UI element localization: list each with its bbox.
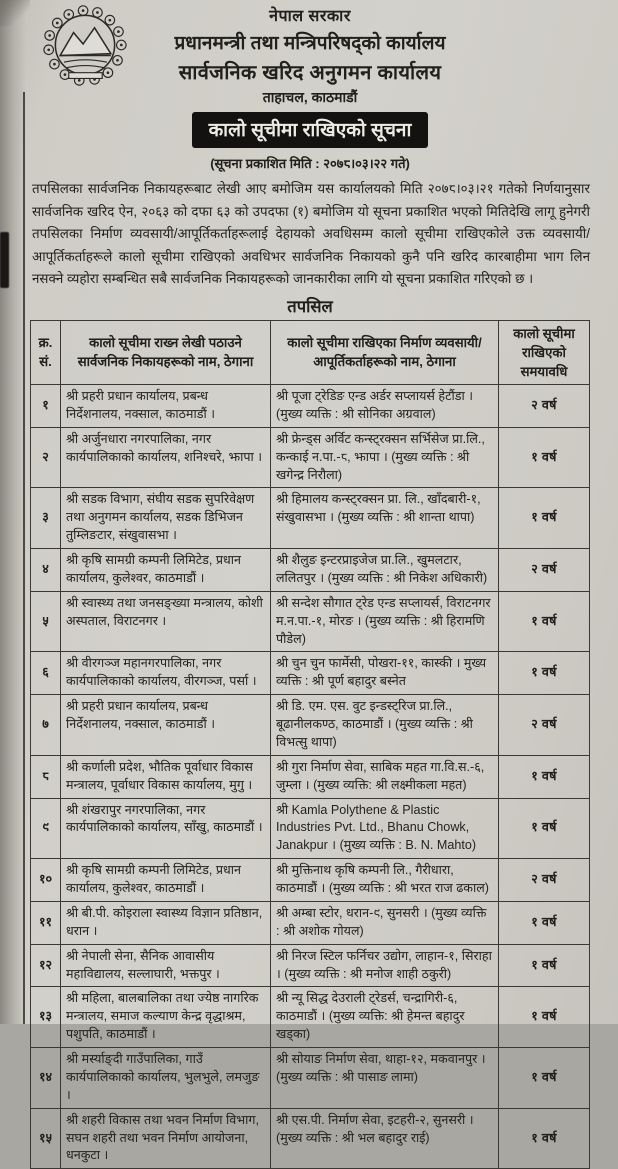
table-row: [31, 385, 589, 428]
supplier-cell: श्री न्यू सिद्ध देउराली ट्रेडर्स, चन्द्रागिरी-६, काठमाडौं । (मुख्य व्यक्ति: श्री हेमन्त बहादुर खड्का): [271, 987, 499, 1047]
duration-cell: १ वर्ष: [531, 1009, 557, 1024]
duration-cell: १ वर्ष: [531, 613, 557, 628]
row-serial-number: १: [31, 385, 61, 427]
table-row: [31, 756, 589, 799]
schedule-heading: तपसिल: [287, 297, 333, 316]
table-row: [31, 549, 589, 592]
supplier-cell: श्री मुक्तिनाथ कृषि कम्पनी लि., गैरीधारा, काठमाडौं । (मुख्य व्यक्ति : श्री भरत राज ढकाल): [271, 859, 499, 901]
header-public-entity: कालो सूचीमा राख्न लेखी पठाउने सार्वजनिक निकायहरूको नाम, ठेगाना: [61, 321, 271, 384]
table-row: [31, 799, 589, 860]
table-row: [31, 652, 589, 695]
public-entity-cell: श्री अर्जुनधारा नगरपालिका, नगर कार्यपालिकाको कार्यालय, शनिश्चरे, झापा ।: [61, 428, 271, 488]
public-entity-cell: श्री बी.पी. कोइराला स्वास्थ्य विज्ञान प्रतिष्ठान, धरान ।: [61, 902, 271, 944]
table-header-row: [31, 321, 589, 385]
row-serial-number: ४: [31, 549, 61, 591]
supplier-cell: श्री अम्बा स्टोर, धरान-९, सुनसरी । (मुख्य व्यक्ति : श्री अशोक गोयल): [271, 902, 499, 944]
duration-cell: १ वर्ष: [531, 914, 557, 929]
row-serial-number: ३: [31, 488, 61, 548]
table-row: [31, 428, 589, 489]
duration-cell: १ वर्ष: [531, 1069, 557, 1084]
row-serial-number: २: [31, 428, 61, 488]
duration-cell: १ वर्ष: [531, 510, 557, 525]
table-row: [31, 859, 589, 902]
row-serial-number: १४: [31, 1048, 61, 1108]
notice-header: [28, 0, 592, 172]
supplier-cell: श्री निरज स्टिल फर्निचर उद्योग, लाहान-१, सिराहा । (मुख्य व्यक्ति : श्री मनोज शाही ठकुरी): [271, 945, 499, 987]
row-serial-number: १३: [31, 987, 61, 1047]
row-serial-number: ११: [31, 902, 61, 944]
supplier-cell: श्री Kamla Polythene & Plastic Industries Pvt. Ltd., Bhanu Chowk, Janakpur । (मुख्य व्यक्ति : B. N. Mahto): [271, 799, 499, 859]
header-serial-number: क्र. सं.: [31, 321, 61, 384]
office-address: ताहाचल, काठमाडौं: [262, 89, 358, 105]
table-row: [31, 1048, 589, 1109]
public-entity-cell: श्री सडक विभाग, संघीय सडक सुपरिवेक्षण तथा अनुगमन कार्यालय, सडक डिभिजन तुम्लिङटार, संखुवासभा ।: [61, 488, 271, 548]
supplier-cell: श्री सन्देश सौगात ट्रेड एन्ड सप्लायर्स, विराटनगर म.न.पा.-१, मोरङ । (मुख्य व्यक्ति : श्री हिरामणि पौडेल): [271, 592, 499, 652]
row-serial-number: ७: [31, 695, 61, 755]
table-row: [31, 488, 589, 549]
public-entity-cell: श्री वीरगञ्ज महानगरपालिका, नगर कार्यपालिकाको कार्यालय, वीरगञ्ज, पर्सा ।: [61, 652, 271, 694]
public-entity-cell: श्री शंखरापुर नगरपालिका, नगर कार्यपालिकाको कार्यालय, साँखु, काठमाडौं ।: [61, 799, 271, 859]
duration-cell: १ वर्ष: [531, 449, 557, 464]
table-row: [31, 987, 589, 1048]
duration-cell: १ वर्ष: [531, 665, 557, 680]
notice-title-bar: कालो सूचीमा राखिएको सूचना: [193, 113, 428, 147]
public-entity-cell: श्री नेपाली सेना, सैनिक आवासीय महाविद्यालय, सल्लाघारी, भक्तपुर ।: [61, 945, 271, 987]
duration-cell: २ वर्ष: [531, 717, 557, 731]
table-row: [31, 945, 589, 988]
office-name-line1: प्रधानमन्त्री तथा मन्त्रिपरिषद्को कार्यालय: [174, 33, 446, 54]
supplier-cell: श्री गुरा निर्माण सेवा, साबिक महत गा.वि.स.-६, जुम्ला । (मुख्य व्यक्ति: श्री लक्ष्मीकला महत): [271, 756, 499, 798]
row-serial-number: ६: [31, 652, 61, 694]
table-row: [31, 902, 589, 945]
supplier-cell: श्री डि. एम. एस. वुट इन्डस्ट्रिज प्रा.लि., बूढानीलकण्ठ, काठमाडौं । (मुख्य व्यक्ति : श्री विभत्सु थापा): [271, 695, 499, 755]
duration-cell: १ वर्ष: [531, 957, 557, 972]
public-entity-cell: श्री कर्णाली प्रदेश, भौतिक पूर्वाधार विकास मन्त्रालय, पूर्वाधार विकास कार्यालय, मुगु ।: [61, 756, 271, 798]
supplier-cell: श्री पूजा ट्रेडिङ एन्ड अर्डर सप्लायर्स हेटौंडा । (मुख्य व्यक्ति : श्री सोनिका अग्रवाल): [271, 385, 499, 427]
office-name-line2: सार्वजनिक खरिद अनुगमन कार्यालय: [178, 62, 442, 84]
supplier-cell: श्री हिमालय कन्स्ट्रक्सन प्रा. लि., खाँदबारी-१, संखुवासभा । (मुख्य व्यक्ति : श्री शान्ता थापा): [271, 488, 499, 548]
public-entity-cell: श्री कृषि सामग्री कम्पनी लिमिटेड, प्रधान कार्यालय, कुलेश्वर, काठमाडौं ।: [61, 859, 271, 901]
row-serial-number: ५: [31, 592, 61, 652]
duration-cell: २ वर्ष: [531, 872, 557, 887]
supplier-cell: श्री शैलुङ इन्टरप्राइजेज प्रा.लि., खुमलटार, ललितपुर । (मुख्य व्यक्ति : श्री निकेश अधिकारी): [271, 549, 499, 591]
public-entity-cell: श्री स्वास्थ्य तथा जनसङ्ख्या मन्त्रालय, कोशी अस्पताल, विराटनगर ।: [61, 592, 271, 652]
blacklist-table: [30, 320, 590, 1169]
supplier-cell: श्री फ्रेन्ड्स अर्विट कन्स्ट्रक्सन सर्भिसेज प्रा.लि., कन्काई न.पा.-८, झापा । (मुख्य व्यक्ति : श्री खगेन्द्र निरौला): [271, 428, 499, 488]
duration-cell: २ वर्ष: [531, 397, 557, 412]
supplier-cell: श्री चुन चुन फार्मेसी, पोखरा-११, कास्की । मुख्य व्यक्ति : श्री पूर्ण बहादुर बस्नेत: [271, 652, 499, 694]
row-serial-number: ९: [31, 799, 61, 859]
public-entity-cell: श्री कृषि सामग्री कम्पनी लिमिटेड, प्रधान कार्यालय, कुलेश्वर, काठमाडौं ।: [61, 549, 271, 591]
intro-paragraph: तपसिलका सार्वजनिक निकायहरूबाट लेखी आए बमोजिम यस कार्यालयको मिति २०७८।०३।२१ गतेको निर्णयानुसार सार्वजनिक खरिद ऐन, २०६३ को दफा ६३ को उपदफा (१) बमोजिम यो सूचना प्रकाशित भएको मितिदेखि लागू हुनेगरी तपसिलका निर्माण व्यवसायी/आपूर्तिकर्ताहरूलाई देहायको अवधिसम्म कालो सूचीमा राखिएकोले उक्त व्यवसायी/आपूर्तिकर्ताहरूले कालो सूचीमा राखिएको अवधिभर सार्वजनिक निकायको कुनै पनि खरिद कारबाहीमा भाग लिन नसक्ने व्यहोरा सम्बन्धित सबै सार्वजनिक निकायहरूको जानकारीका लागि यो सूचना प्रकाशित गरिएको छ ।: [32, 181, 590, 287]
public-entity-cell: श्री प्रहरी प्रधान कार्यालय, प्रबन्ध निर्देशनालय, नक्साल, काठमाडौं ।: [61, 695, 271, 755]
supplier-cell: श्री सोयाङ निर्माण सेवा, थाहा-१२, मकवानपुर । (मुख्य व्यक्ति : श्री पासाङ लामा): [271, 1048, 499, 1108]
scan-fold-line: [23, 92, 25, 1024]
row-serial-number: १२: [31, 945, 61, 987]
public-entity-cell: श्री शहरी विकास तथा भवन निर्माण विभाग, सघन शहरी तथा भवन निर्माण आयोजना, धनकुटा ।: [61, 1109, 271, 1169]
header-supplier: कालो सूचीमा राखिएका निर्माण व्यवसायी/आपूर्तिकर्ताहरूको नाम, ठेगाना: [271, 321, 499, 384]
duration-cell: १ वर्ष: [531, 768, 557, 783]
table-row: [31, 592, 589, 653]
duration-cell: १ वर्ष: [531, 820, 557, 835]
duration-cell: १ वर्ष: [531, 1130, 557, 1145]
published-date-line: (सूचना प्रकाशित मिति : २०७८।०३।२२ गते): [210, 156, 410, 171]
government-line: नेपाल सरकार: [269, 8, 351, 25]
table-row: [31, 695, 589, 756]
public-entity-cell: श्री प्रहरी प्रधान कार्यालय, प्रबन्ध निर्देशनालय, नक्साल, काठमाडौं ।: [61, 385, 271, 427]
scan-ink-mark: [0, 232, 9, 288]
row-serial-number: ८: [31, 756, 61, 798]
nepal-coat-of-arms-icon: [32, 2, 138, 88]
row-serial-number: १५: [31, 1109, 61, 1169]
table-rows: [31, 385, 589, 1168]
scan-corner-shadow: [0, 0, 30, 26]
header-duration: कालो सूचीमा राखिएको समयावधि: [513, 325, 575, 379]
public-entity-cell: श्री महिला, बालबालिका तथा ज्येष्ठ नागरिक मन्त्रालय, समाज कल्याण केन्द्र वृद्धाश्रम, पशुपति, काठमाडौं ।: [61, 987, 271, 1047]
duration-cell: २ वर्ष: [531, 561, 557, 576]
row-serial-number: १०: [31, 859, 61, 901]
public-entity-cell: श्री मर्स्याङ्दी गाउँपालिका, गाउँ कार्यपालिकाको कार्यालय, भुलभुले, लमजुङ ।: [61, 1048, 271, 1108]
supplier-cell: श्री एस.पी. निर्माण सेवा, इटहरी-२, सुनसरी । (मुख्य व्यक्ति : श्री भल बहादुर राई): [271, 1109, 499, 1169]
table-row: [31, 1109, 589, 1169]
